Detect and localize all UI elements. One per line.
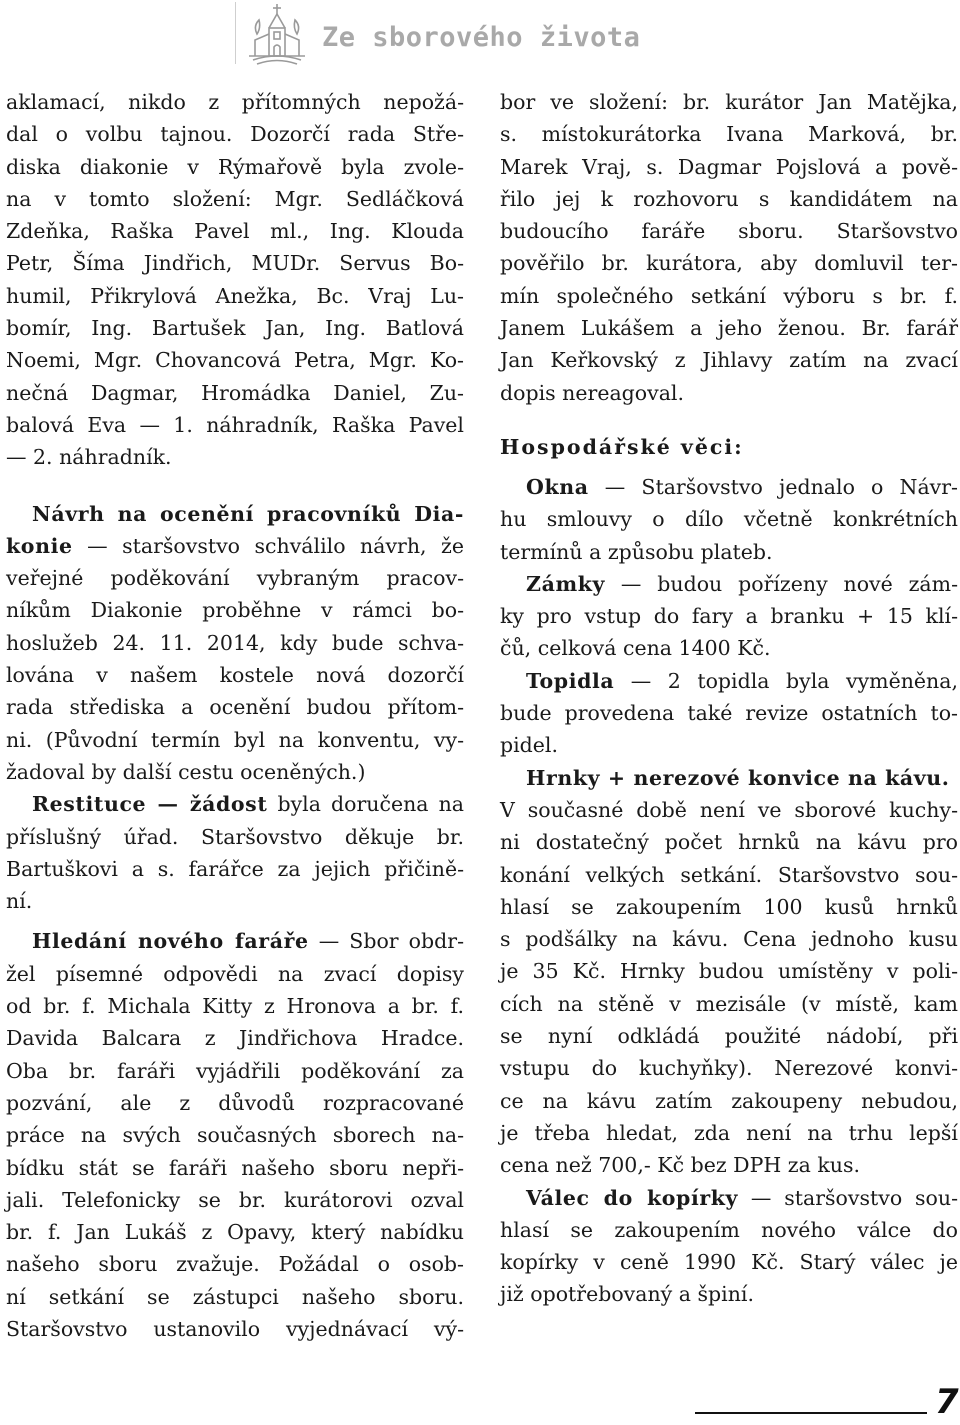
text-line: níkům Diakonie proběhne v rámci bo- xyxy=(6,598,464,623)
text-line: Marek Vraj, s. Dagmar Pojslová a pově- xyxy=(500,154,958,179)
text-line: práce na svých současných sborech na- xyxy=(6,1123,464,1148)
text-line: ní. xyxy=(6,889,33,914)
footer-rule xyxy=(695,1412,927,1414)
text-line: jali. Telefonicky se br. kurátorovi ozval xyxy=(6,1187,464,1212)
text-line: Janem Lukášem a jeho ženou. Br. farář xyxy=(500,316,958,341)
text-line: Bartuškovi a s. farářce za jejich přičině- xyxy=(6,856,464,881)
paragraph-dozorci-rada xyxy=(6,86,464,474)
text-line: Jan Keřkovský z Jihlavy zatím na zvací xyxy=(500,348,958,373)
text-run: — Staršovstvo jednalo o Návr- xyxy=(588,474,958,499)
text-line: balová Eva — 1. náhradník, Raška Pavel xyxy=(6,412,464,437)
text-line: bomír, Ing. Bartušek Jan, Ing. Batlová xyxy=(6,316,464,341)
text-line: V současné době není ve sborové kuchy- xyxy=(500,797,958,822)
paragraph-okna xyxy=(500,471,958,568)
text-line: ni. (Původní termín byl na konventu, vy- xyxy=(6,727,464,752)
text-line: Petr, Šíma Jindřich, MUDr. Servus Bo- xyxy=(6,251,464,276)
text-line: ce na kávu zatím zakoupeny nebudou, xyxy=(500,1088,958,1113)
text-line: našeho sboru zvažuje. Požádal o osob- xyxy=(6,1252,464,1277)
text-line: termínů a způsobu plateb. xyxy=(500,539,773,564)
text-line: humil, Přikrylová Anežka, Bc. Vraj Lu- xyxy=(6,283,464,308)
text-line: br. f. Jan Lukáš z Opavy, který nabídku xyxy=(6,1220,464,1245)
right-column xyxy=(500,86,958,1311)
text-line: diska diakonie v Rýmařově byla zvole- xyxy=(6,154,464,179)
church-logo-icon xyxy=(247,0,307,66)
text-run: — staršovstvo schválilo návrh, že xyxy=(72,533,464,558)
text-line: cích na stěně v mezisále (v místě, kam xyxy=(500,991,958,1016)
text-line: bude provedena také revize ostatních to- xyxy=(500,701,958,726)
text-line: veřejné poděkování vybraným pracov- xyxy=(6,566,464,591)
text-line: dal o volbu tajnou. Dozorčí rada Stře- xyxy=(6,122,464,147)
text-line: na v tomto složení: Mgr. Sedláčková xyxy=(6,186,464,211)
text-run: — staršovstvo sou- xyxy=(738,1185,958,1210)
paragraph-heading: Hledání nového faráře xyxy=(32,929,309,954)
text-line: mín společného setkání výboru s br. f. xyxy=(500,283,958,308)
text-run: byla doručena na xyxy=(267,792,464,817)
text-line: lována v našem kostele nová dozorčí xyxy=(6,663,464,688)
paragraph-heading: Zámky xyxy=(526,571,606,596)
text-line: budoucího faráře sboru. Staršovstvo xyxy=(500,219,958,244)
text-line xyxy=(6,530,464,562)
paragraph-restituce xyxy=(6,788,464,917)
text-line: příslušný úřad. Staršovstvo děkuje br. xyxy=(6,824,464,849)
paragraph-heading: Hrnky + nerezové konvice na kávu. xyxy=(526,765,950,790)
text-line: vstupu do kuchyňky). Nerezové konvi- xyxy=(500,1056,958,1081)
text-line: dopis nereagoval. xyxy=(500,380,685,405)
text-line: Noemi, Mgr. Chovancová Petra, Mgr. Ko- xyxy=(6,348,464,373)
text-line: se nyní odkládá použité nádobí, při xyxy=(500,1024,958,1049)
paragraph-heading: Restituce — žádost xyxy=(32,792,268,817)
text-line: čů, celková cena 1400 Kč. xyxy=(500,636,771,661)
left-column xyxy=(6,86,464,1345)
text-line: ní setkání se zástupci našeho sboru. xyxy=(6,1284,464,1309)
text-line: pověřilo br. kurátora, aby domluvil ter- xyxy=(500,251,958,276)
paragraph-zamky xyxy=(500,568,958,665)
text-line: Zdeňka, Raška Pavel ml., Ing. Klouda xyxy=(6,219,464,244)
text-line xyxy=(500,471,958,503)
text-line: cena než 700,- Kč bez DPH za kus. xyxy=(500,1153,861,1178)
text-line: s. místokurátorka Ivana Marková, br. xyxy=(500,122,958,147)
text-line xyxy=(6,788,464,820)
text-line: pidel. xyxy=(500,733,559,758)
text-line: je 35 Kč. Hrnky budou umístěny v poli- xyxy=(500,959,958,984)
paragraph-heading: Topidla xyxy=(526,668,615,693)
text-run: — Sbor obdr- xyxy=(308,929,464,954)
paragraph-heading: Válec do kopírky xyxy=(526,1185,739,1210)
paragraph-hrnky xyxy=(500,762,958,1182)
page-header xyxy=(0,0,960,80)
paragraph-topidla xyxy=(500,665,958,762)
text-line: — 2. náhradník. xyxy=(6,445,172,470)
text-line: aklamací, nikdo z přítomných nepožá- xyxy=(6,90,464,114)
text-line: hlasí se zakoupením nového válce do xyxy=(500,1217,958,1242)
text-line xyxy=(500,1182,958,1214)
text-line: bor ve složení: br. kurátor Jan Matějka, xyxy=(500,90,958,114)
paragraph-hledani-farare xyxy=(6,925,464,1345)
text-line: Oba br. faráři vyjádřili poděkování za xyxy=(6,1058,464,1083)
text-line: Staršovstvo ustanovilo vyjednávací vý- xyxy=(6,1316,464,1341)
text-line: s podšálky na kávu. Cena jednoho kusu xyxy=(500,927,958,952)
text-line: rada střediska a ocenění budou přítom- xyxy=(6,695,464,720)
text-line xyxy=(500,665,958,697)
paragraph-heading: Okna xyxy=(526,474,589,499)
text-line: bídku stát se faráři našeho sboru nepři- xyxy=(6,1155,464,1180)
text-line: od br. f. Michala Kitty z Hronova a br. f. xyxy=(6,994,464,1019)
text-line: konání velkých setkání. Staršovstvo sou- xyxy=(500,862,958,887)
text-line: hu smlouvy o dílo včetně konkrétních xyxy=(500,507,958,532)
text-line: je třeba hledat, zda není na trhu lepší xyxy=(500,1120,958,1145)
text-line: hoslužeb 24. 11. 2014, kdy bude schva- xyxy=(6,630,464,655)
text-line: řilo jej k rozhovoru s kandidátem na xyxy=(500,186,958,211)
text-run: — budou pořízeny nové zám- xyxy=(605,571,958,596)
text-run: — 2 topidla byla vyměněna, xyxy=(614,668,958,693)
text-line: pozvání, ale z důvodů rozpracované xyxy=(6,1090,464,1115)
text-line: již opotřebovaný a špiní. xyxy=(500,1282,754,1307)
paragraph-heading: Návrh na ocenění pracovníků Dia- xyxy=(32,501,464,526)
section-heading: Hospodářské věci: xyxy=(500,434,744,459)
header-divider xyxy=(235,2,236,64)
section-title: Ze sborového života xyxy=(322,22,641,53)
text-line: ky pro vstup do fary a branku + 15 klí- xyxy=(500,604,958,629)
paragraph-oceneni xyxy=(6,498,464,789)
page-number: 7 xyxy=(935,1382,959,1422)
text-line: Davida Balcara z Jindřichova Hradce. xyxy=(6,1026,464,1051)
text-line: hlasí se zakoupením 100 kusů hrnků xyxy=(500,894,958,919)
paragraph-vyjednavaci-vybor xyxy=(500,86,958,409)
text-line: žel písemné odpovědi na zvací dopisy xyxy=(6,961,464,986)
text-line xyxy=(6,925,464,957)
paragraph-valec xyxy=(500,1182,958,1311)
text-line: nečná Dagmar, Hromádka Daniel, Zu- xyxy=(6,380,464,405)
text-line: ni dostatečný počet hrnků na kávu pro xyxy=(500,830,958,855)
text-line xyxy=(500,568,958,600)
text-line: kopírky v ceně 1990 Kč. Starý válec je xyxy=(500,1250,958,1275)
text-line: žadoval by další cestu oceněných.) xyxy=(6,759,366,784)
paragraph-heading: konie xyxy=(6,533,73,558)
